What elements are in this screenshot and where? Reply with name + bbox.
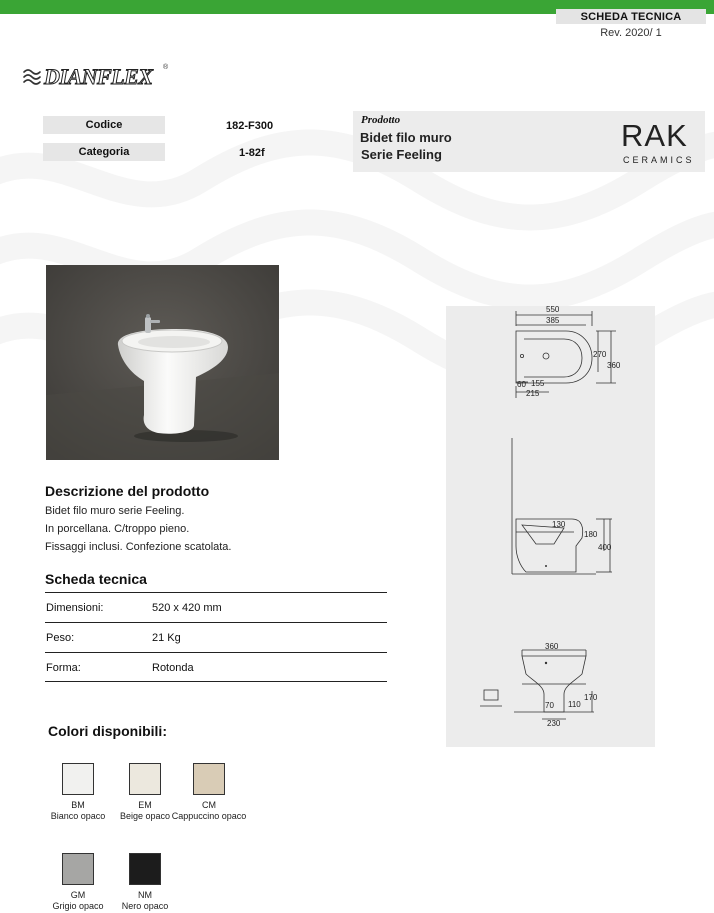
tech-row bbox=[45, 622, 387, 652]
tech-key: Forma: bbox=[46, 662, 81, 674]
swatch-chip bbox=[193, 763, 225, 795]
codice-value: 182-F300 bbox=[226, 120, 274, 132]
product-name: Bidet filo muro bbox=[360, 130, 452, 145]
svg-text:360: 360 bbox=[545, 642, 559, 651]
technical-drawing bbox=[446, 306, 655, 747]
color-swatch-cappuccino bbox=[169, 763, 249, 821]
swatch-name: Nero opaco bbox=[121, 901, 169, 911]
svg-text:215: 215 bbox=[526, 389, 540, 398]
swatch-code: BM bbox=[71, 800, 85, 810]
svg-text:130: 130 bbox=[552, 520, 566, 529]
swatch-name: Bianco opaco bbox=[50, 811, 106, 821]
product-info-box bbox=[353, 111, 705, 172]
tech-value: 520 x 420 mm bbox=[152, 602, 222, 614]
svg-text:270: 270 bbox=[593, 350, 607, 359]
swatch-code: CM bbox=[202, 800, 216, 810]
tech-row bbox=[45, 652, 387, 682]
svg-text:110: 110 bbox=[568, 700, 581, 709]
description-line: In porcellana. C/troppo pieno. bbox=[45, 523, 190, 535]
svg-text:550: 550 bbox=[546, 306, 560, 314]
svg-text:60: 60 bbox=[517, 380, 526, 389]
revision-label: Rev. 2020/ 1 bbox=[600, 27, 662, 39]
svg-text:230: 230 bbox=[547, 719, 561, 728]
colors-title: Colori disponibili: bbox=[48, 723, 167, 739]
product-label: Prodotto bbox=[361, 114, 401, 126]
tech-value: Rotonda bbox=[152, 662, 194, 674]
rak-logo: RAK bbox=[621, 118, 688, 153]
side-view bbox=[512, 438, 612, 574]
dianflex-logo bbox=[22, 58, 172, 92]
swatch-name: Grigio opaco bbox=[52, 901, 104, 911]
tech-title: Scheda tecnica bbox=[45, 571, 147, 587]
product-photo bbox=[46, 265, 279, 460]
dimension-labels bbox=[517, 306, 621, 728]
svg-text:70: 70 bbox=[545, 701, 554, 710]
swatch-code: NM bbox=[138, 890, 152, 900]
swatch-code: GM bbox=[70, 890, 86, 900]
swatch-name: Cappuccino opaco bbox=[171, 811, 247, 821]
svg-text:170: 170 bbox=[584, 693, 598, 702]
product-series: Serie Feeling bbox=[361, 147, 442, 162]
svg-text:155: 155 bbox=[531, 379, 545, 388]
tech-table bbox=[45, 592, 387, 682]
description-line: Fissaggi inclusi. Confezione scatolata. bbox=[45, 541, 232, 553]
rak-logo-subtitle: CERAMICS bbox=[623, 155, 695, 165]
swatch-chip bbox=[62, 763, 94, 795]
svg-text:180: 180 bbox=[584, 530, 598, 539]
svg-text:385: 385 bbox=[546, 316, 560, 325]
swatch-chip bbox=[129, 763, 161, 795]
svg-text:DIANFLEX: DIANFLEX bbox=[44, 64, 153, 89]
categoria-value: 1-82f bbox=[239, 147, 265, 159]
description-line: Bidet filo muro serie Feeling. bbox=[45, 505, 185, 517]
swatch-code: EM bbox=[138, 800, 152, 810]
svg-text:360: 360 bbox=[607, 361, 621, 370]
tech-key: Dimensioni: bbox=[46, 602, 104, 614]
tech-value: 21 Kg bbox=[152, 632, 181, 644]
tech-key: Peso: bbox=[46, 632, 75, 644]
swatch-chip bbox=[129, 853, 161, 885]
doc-type-badge: SCHEDA TECNICA bbox=[556, 9, 706, 24]
categoria-label: Categoria bbox=[43, 143, 165, 161]
codice-label: Codice bbox=[43, 116, 165, 134]
swatch-name: Beige opaco bbox=[119, 811, 171, 821]
color-swatch-nero bbox=[105, 853, 185, 911]
tech-row bbox=[45, 592, 387, 622]
description-title: Descrizione del prodotto bbox=[45, 483, 210, 499]
svg-text:®: ® bbox=[163, 64, 169, 71]
svg-text:400: 400 bbox=[598, 543, 612, 552]
swatch-chip bbox=[62, 853, 94, 885]
